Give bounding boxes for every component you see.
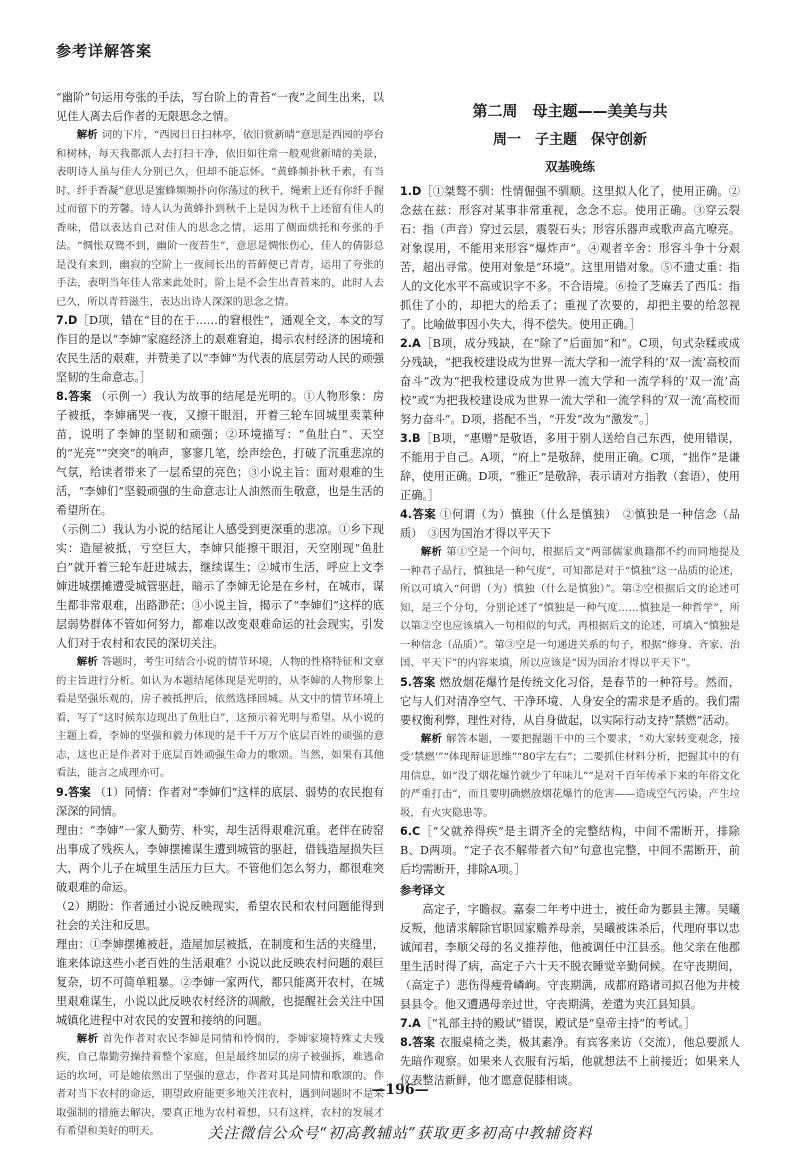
answer-paragraph: “幽阶”句运用夸张的手法，写台阶上的青苔“一夜”之间生出来，以见佳人离去后作者的无限思念之情。 xyxy=(56,91,384,123)
question-number: 7.A xyxy=(400,1017,421,1030)
answer-text: 燃放烟花爆竹是传统文化习俗，是春节的一种符号。然而，它与人们对清净空气、干净环境、人身安全的需求是矛盾的。我们需要权衡利弊，理性对待，从自身做起，以实际行动支持“禁燃”活动。 xyxy=(400,675,740,727)
analysis-text: 答题时，考生可结合小说的情节环境，人物的性格特征和文章的主旨进行分析。如认为本题结尾体现是光明的，从李婶的人物形象上看是坚强乐观的，房子被抵押后，依然选择回城。从文中的情节环境上看，写了“这时候东边现出了鱼肚白”，这预示着光明与希望。从小说的主题上看，李婶的坚强和毅力体现的是千千万万个底层百姓的顽强的意志，这也正是作者对于底层百姓顽强生命力的歌颂。当然，如果有其他看法，能言之成理亦可。 xyxy=(56,656,385,779)
section-title: 双基晚练 xyxy=(544,159,595,174)
question-number: 4. xyxy=(400,508,413,521)
answer-label: 答案 xyxy=(68,785,91,799)
day-title: 周一 子主题 保守创新 xyxy=(493,132,647,148)
question-text: ［B项，成分残缺，在“除了”后面加“和”。C项，句式杂糅或成分残缺，“把我校建设成为世界一流大学和一流学科的‘双一流’高校而奋斗”改为“把我校建设成为世界一流大学和一流学科的‘双一流’高校”或“为把我校建设成为世界一流大学和一流学科的‘双一流’高校而努力奋斗”。D项，搭配不当，“开发”改为“激发”。］ xyxy=(400,337,740,426)
question-number: 9. xyxy=(56,785,69,799)
question-5 xyxy=(400,673,740,730)
answer-paragraph: （示例二）我认为小说的结尾让人感受到更深重的悲凉。①乡下现实：造屋被抵，亏空巨大，李婶只能擦干眼泪，天空刚现“鱼肚白”就开着三轮车赶进城去，继续谋生；②城市生活，呼应上文李婶进城摆摊遭受城管驱赶，暗示了李婶无论是在乡村，在城市，谋生都非常艰难，出路渺茫；③小说主旨，揭示了“李婶们”这样的底层弱势群体不管如何努力，都难以改变艰难命运的社会现实，引发人们对于农村和农民的深切关注。 xyxy=(56,523,384,650)
question-number: 6.C xyxy=(400,825,421,838)
analysis-paragraph xyxy=(56,126,384,311)
answer-text: 衣服桌椅之类，极其素净。有宾客来访（交流），他总要派人先暗作观察。如果来人衣服有污垢，他就想法不上前接近；如果来人仪表整洁新鲜，他才愿意促膝相谈。 xyxy=(400,1036,740,1087)
question-number: 2.A xyxy=(400,337,421,350)
analysis-label: 解析 xyxy=(76,656,98,668)
reference-translation-heading: 参考译文 xyxy=(400,884,445,897)
answer-paragraph: 理由：“李婶”一家人勤劳、朴实，却生活得艰难沉重。老伴在砖窑出事成了残疾人，李婶摆摊谋生遭到城管的驱赶，借钱造屋损失巨大，两个儿子在城里生活压力巨大。不管他们怎么努力，都很难突破艰难的命运。 xyxy=(56,823,384,894)
analysis-text: 首先作者对农民李婶是同情和怜悯的，李婶家境特殊丈夫残疾，自己靠勤劳操持着整个家庭，但是最终加层的房子被强拆，难逃命运的坎坷，可是她依然出了坚强的意志，作者对其是同情和歌颂的。作者对当下农村的命运，期望政府能更多地关注农村，遇到问题时不是采取强制的措施去解决，要真正地为农村着想，只有这样，农村的发展才有希望和美好的明天。 xyxy=(56,1032,385,1137)
question-number: 8. xyxy=(56,390,69,403)
question-1 xyxy=(400,182,740,334)
question-9 xyxy=(56,783,384,821)
answer-text: （1）同情：作者对“李婶们”这样的底层、弱势的农民抱有深深的同情。 xyxy=(56,785,384,818)
answer-label: 答案 xyxy=(412,675,436,689)
answer-label: 答案 xyxy=(412,1036,435,1049)
question-4 xyxy=(400,505,740,543)
question-number: 3.B xyxy=(400,432,421,445)
analysis-paragraph xyxy=(56,653,384,783)
question-number: 8. xyxy=(400,1036,413,1049)
week-title: 第二周 母主题——美美与共 xyxy=(472,102,668,120)
question-8 xyxy=(56,387,384,520)
analysis-paragraph xyxy=(400,543,740,673)
answer-label: 答案 xyxy=(412,508,437,521)
question-number: 1.D xyxy=(400,185,422,198)
question-text: ［B项，“惠赠”是敬语，多用于别人送给自己东西，使用错误，不能用于自己。A项，“府上”是敬辞，使用正确。C项，“拙作”是谦辞，使用正确。D项，“雅正”是敬辞，表示请对方指教（套语），使用正确。］ xyxy=(400,432,740,502)
footer-note: 关注微信公众号“初高教辅站”获取更多初高中教辅资料 xyxy=(207,1124,593,1142)
left-column xyxy=(56,88,385,1137)
question-7 xyxy=(400,1014,740,1033)
question-number: 5. xyxy=(400,675,413,689)
page-header-title: 参考详解答案 xyxy=(56,42,153,60)
answer-text: （示例一）我认为故事的结尾是光明的。①人物形象：房子被抵，李婶痛哭一夜，又擦干眼泪，开着三轮车回城里卖菜种苗，说明了李婶的坚韧和顽强；②环境描写：“鱼肚白”、天空的“光亮”“突突”的响声，寥寥几笔，绘声绘色，打破了沉重悲凉的气氛，给读者带来了一层希望的亮色；③小说主旨：面对艰难的生活，“李婶们”坚毅顽强的生命意志让人油然而生敬意，也是生活的希望所在。 xyxy=(56,390,384,517)
question-number: 7.D xyxy=(56,314,78,327)
question-text: ［D项，错在“目的在于……的窘根性”，通观全文，本文的写作目的是以“李婶”家庭经济上的艰难窘迫，揭示农村经济的困境和农民生活的艰难，并赞美了以“李婶”为代表的底层劳动人民的顽强坚韧的生命意志。］ xyxy=(56,314,384,384)
analysis-text: 词的下片，“西园日日扫林亭，依旧赏新晴”意思是西园的亭台和树林，每天我都派人去打扫干净，依旧如往常一般观赏新晴的美景，表明诗人虽与佳人分别已久，但却不能忘怀。“黄蜂频扑秋千索，有当时、纤手香凝”意思是蜜蜂频频扑向你荡过的秋千，绳索上还有你纤手握过而留下的芳馨。诗人认为黄蜂扑到秋千上是因为秋千上还留有佳人的香味，借以表达自己对佳人的思念之情，运用了侧面烘托和夸张的手法。“惆怅双鸳不到，幽阶一夜苔生”，意思是惆怅伤心，佳人的倩影总是没有来到，幽寂的空阶上一夜间长出的苔藓便已青青，运用了夸张的手法，表明当年佳人常来此处时，阶上是不会生出青苔来的，此时人去已久，所以青苔滋生，表达出诗人深深的思念之情。 xyxy=(56,129,385,308)
analysis-label: 解析 xyxy=(420,546,443,558)
page-number: —196— xyxy=(371,1082,429,1098)
analysis-label: 解析 xyxy=(76,1032,99,1045)
question-2 xyxy=(400,334,740,429)
question-text: ［“父就养得疾”是主谓齐全的完整结构，中间不需断开，排除B、D两项。“定子衣不解带者六旬”句意也完整，中间不需断开，前后均需断开，排除A项。］ xyxy=(400,825,740,876)
reference-translation: 高定子，字瞻叔。嘉泰二年考中进士，被任命为郪县主簿。吴曦反叛，他请求解除官职回家赡养母亲，吴曦被诛杀后，代理府事以忠诚闻君，李顺父母的名义推荐他，他被调任中江县丞。他父亲在他郡里生活时得了病，高定子六十天不脱衣睡觉辛勤伺候。在守丧期间，（高定子）悲伤得瘦骨嶙峋。守丧期满，成都府路诸司拟召他为井棱县县令。他又遭遇母亲过世，守丧期满，差遣为夹江县知县。 xyxy=(400,903,740,1011)
answer-text: ①何谓（为）慎独（什么是慎独） ②慎独是一种信念（品质） ③因为国治才得以平天下 xyxy=(400,508,740,540)
question-3 xyxy=(400,429,740,505)
answer-label: 答案 xyxy=(68,390,92,403)
answer-paragraph: 理由：①李婶摆摊被赶，造屋加层被抵，在制度和生活的夹缝里，谁来体谅这些小老百姓的生活艰难？小说以此反映农村问题的艰巨复杂，切不可简单粗暴。②李婶一家两代，都只能离开农村，在城里艰难谋生，小说以此反映农村经济的凋敝，也提醒社会关注中国城镇化进程中对农民的安置和接纳的问题。 xyxy=(56,937,384,1027)
question-7 xyxy=(56,311,384,387)
question-text: ［①桀骜不驯：性情倔强不驯顺。这里拟人化了，使用正确。②念兹在兹：形容对某事非常重视，念念不忘。使用正确。③穿云裂石：指（声音）穿过云层，震裂石头；形容乐器声或歌声高亢嘹亮。对象误用，不能用来形容“爆炸声”。④观者辛舍：形容斗争十分艰苦，超出寻常。使用对象是“环境”。这里用错对象。⑤不遗丈重：指人的文化水平不高或识字不多。不合语境。⑥捡了芝麻丢了西瓜：指抓住了小的，却把大的给丢了；重视了次要的，却把主要的给忽视了。比喻做事因小失大，得不偿失。使用正确。］ xyxy=(400,185,740,331)
question-6 xyxy=(400,822,740,879)
analysis-label: 解析 xyxy=(76,129,98,141)
analysis-paragraph xyxy=(400,730,740,823)
question-text: ［“礼部主持的殿试”错误，殿试是“皇帝主持”的考试。］ xyxy=(420,1017,696,1030)
analysis-label: 解析 xyxy=(420,732,443,745)
answer-paragraph: （2）期盼：作者通过小说反映现实，希望农民和农村问题能得到社会的关注和反思。 xyxy=(56,899,384,932)
analysis-text: 第①空是一个问句，根据后文“两部儒家典籍都不约而同地提及一种君子品行，慎独是一种气度”，可知都是对于“慎独”这一品质的论述，所以可填入“何谓（为）慎独（什么是慎独）”。第②空根据后文的论述可知，是三个分句，分别论述了“慎独是一种气度……慎独是一种哲学”，所以第②空也应该填入一句相似的句式，再根据后文的论述，可填入“慎独是一种信念（品质）”。第③空是一句递进关系的句子，根据“修身、齐家、治国、平天下”的内容来填，所以应该是“因为国治才得以平天下”。 xyxy=(400,546,740,669)
right-column xyxy=(400,98,740,1087)
analysis-text: 解答本题，一要把握题干中的三个要求，“劝大家转变观念，接受‘禁燃’”“体现辩证思维”“80字左右”；二要抓住材料分析，把握其中的有用信息，如“没了烟花爆竹就少了年味儿”“是对千百年传承下来的年俗文化的严重打击”，而且要明确燃放烟花爆竹的危害——造成空气污染，产生垃圾，有火灾隐患等。 xyxy=(400,732,740,819)
